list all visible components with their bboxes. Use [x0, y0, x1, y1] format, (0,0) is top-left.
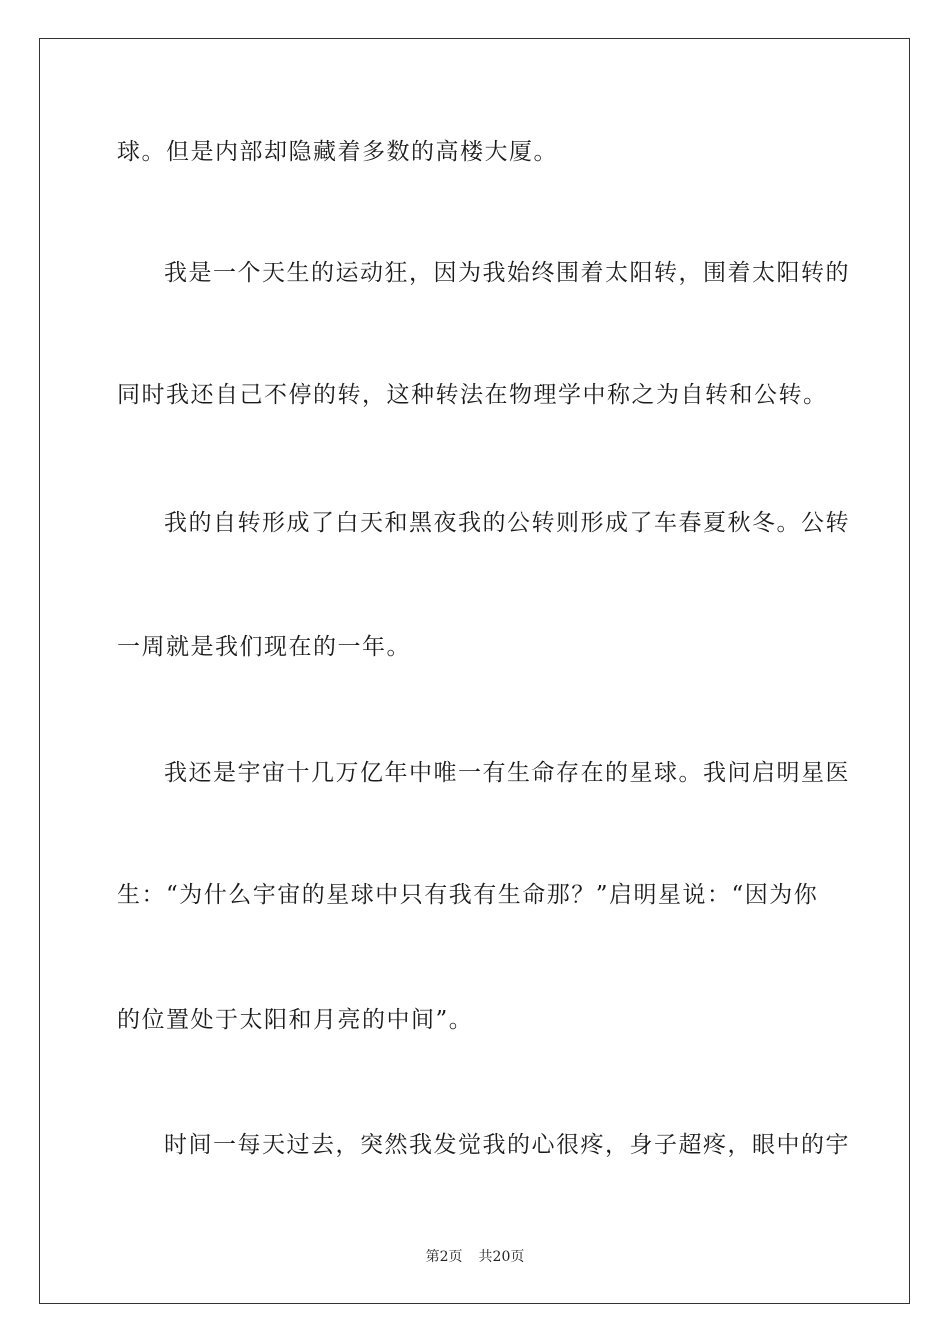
text-line-6: 我还是宇宙十几万亿年中唯一有生命存在的星球。我问启明星医 — [164, 760, 850, 786]
text-line-2: 我是一个天生的运动狂，因为我始终围着太阳转，围着太阳转的 — [164, 260, 850, 286]
text-line-3: 同时我还自己不停的转，这种转法在物理学中称之为自转和公转。 — [117, 382, 828, 408]
page-number: 第2页 — [425, 1249, 463, 1265]
text-line-7: 生：“为什么宇宙的星球中只有我有生命那？”启明星说：“因为你 — [117, 882, 819, 908]
text-line-8: 的位置处于太阳和月亮的中间”。 — [117, 1007, 474, 1033]
page-total: 共20页 — [478, 1249, 525, 1265]
page-footer — [0, 1248, 950, 1266]
text-line-9: 时间一每天过去，突然我发觉我的心很疼，身子超疼，眼中的宇 — [164, 1132, 850, 1158]
text-line-1: 球。但是内部却隐藏着多数的高楼大厦。 — [117, 139, 558, 165]
text-line-4: 我的自转形成了白天和黑夜我的公转则形成了车春夏秋冬。公转 — [164, 510, 850, 536]
page-border — [39, 38, 910, 1304]
text-line-5: 一周就是我们现在的一年。 — [117, 634, 411, 660]
